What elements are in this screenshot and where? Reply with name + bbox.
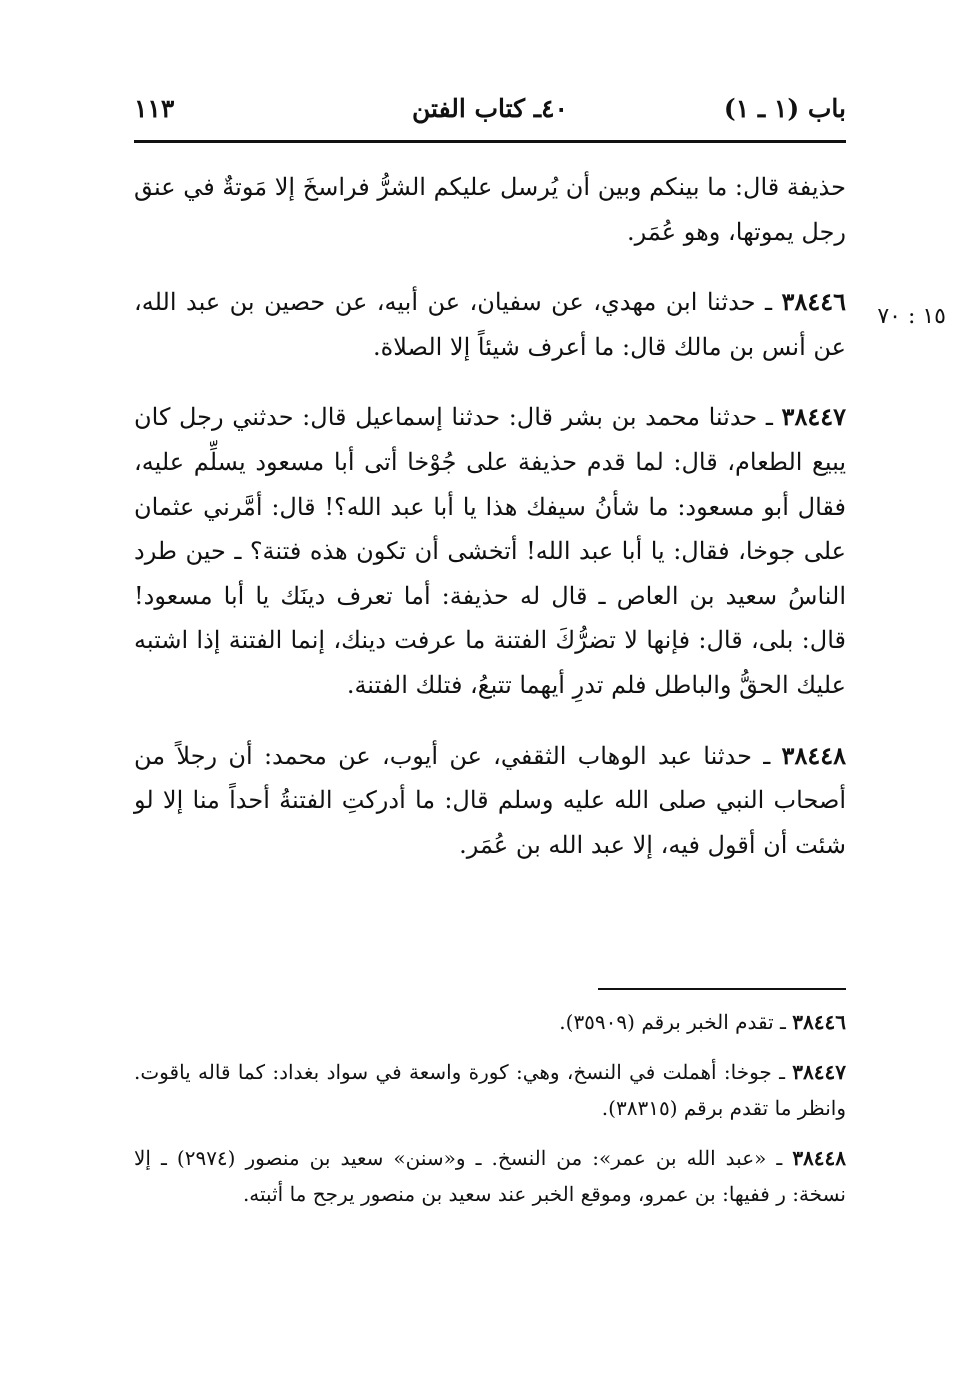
footnote-number: ٣٨٤٤٧ [792, 1060, 847, 1084]
footnote [134, 1140, 846, 1212]
hadith-number: ٣٨٤٤٨ [781, 740, 846, 770]
footnote-text: ـ جوخا: أهملت في النسخ، وهي: كورة واسعة في سواد بغداد: كما قاله ياقوت. وانظر ما تقدم برقم (٣٨٣١٥). [134, 1060, 846, 1120]
footnote-text: ـ «عبد الله بن عمر»: من النسخ. ـ و«سنن» سعيد بن منصور (٢٩٧٤) ـ إلا نسخة: ر ففيها: بن عمرو، وموقع الخبر عند سعيد بن منصور يرجح ما أثبته. [134, 1146, 846, 1206]
paragraph-continuation [134, 165, 846, 254]
footnote [134, 1054, 846, 1126]
hadith-number: ٣٨٤٤٧ [781, 402, 846, 432]
paragraph-text: ـ حدثنا عبد الوهاب الثقفي، عن أيوب، عن محمد: أن رجلاً من أصحاب النبي صلى الله عليه وسلم قال: ما أدركتِ الفتنةُ أحداً منا إلا لو شئت أن أقول فيه، إلا عبد الله بن عُمَر. [134, 741, 846, 859]
footnote-divider [598, 988, 846, 990]
hadith-paragraph [134, 734, 846, 868]
header-divider [134, 140, 846, 143]
page-number: ١١٣ [134, 94, 175, 123]
margin-reference: ١٥ : ٧٠ [877, 304, 946, 329]
hadith-paragraph [134, 395, 846, 707]
footnotes [134, 1004, 846, 1226]
hadith-number: ٣٨٤٤٦ [781, 287, 846, 317]
footnote-number: ٣٨٤٤٦ [792, 1010, 846, 1034]
footnote-text: ـ تقدم الخبر برقم (٣٥٩٠٩). [559, 1010, 786, 1034]
chapter-label: باب (١ ـ ١) [723, 94, 846, 123]
footnote-number: ٣٨٤٤٨ [792, 1146, 847, 1170]
footnote [134, 1004, 846, 1040]
paragraph-text: ـ حدثنا ابن مهدي، عن سفيان، عن أبيه، عن حصين بن عبد الله، عن أنس بن مالك قال: ما أعرف شيئاً إلا الصلاة. [134, 288, 846, 361]
book-title: ٤٠ـ كتاب الفتن [412, 94, 568, 123]
paragraph-text: ـ حدثنا محمد بن بشر قال: حدثنا إسماعيل قال: حدثني رجل كان يبيع الطعام، قال: لما قدم حذيفة على جُوْخا أتى أبا مسعود يسلِّم عليه، فقال أبو مسعود: ما شأنُ سيفك هذا يا أبا عبد الله؟! قال: أمَّرني عثمان على جوخا، فقال: يا أبا عبد الله! أتخشى أن تكون هذه فتنة؟ ـ حين طرد الناسُ سعيد بن العاص ـ قال له حذيفة: أما تعرف دينَك يا أبا مسعود! قال: بلى، قال: فإنها لا تضرُّكَ الفتنة ما عرفت دينك، إنما الفتنة إذا اشتبه عليك الحقُّ والباطل فلم تدرِ أيهما تتبعُ، فتلك الفتنة. [134, 403, 846, 699]
hadith-paragraph [134, 280, 846, 369]
paragraph-text: حذيفة قال: ما بينكم وبين أن يُرسل عليكم الشرُّ فراسخَ إلا مَوتةٌ في عنق رجل يموتها، وهو عُمَر. [133, 173, 846, 246]
page-header [134, 94, 846, 134]
main-text [134, 165, 846, 893]
